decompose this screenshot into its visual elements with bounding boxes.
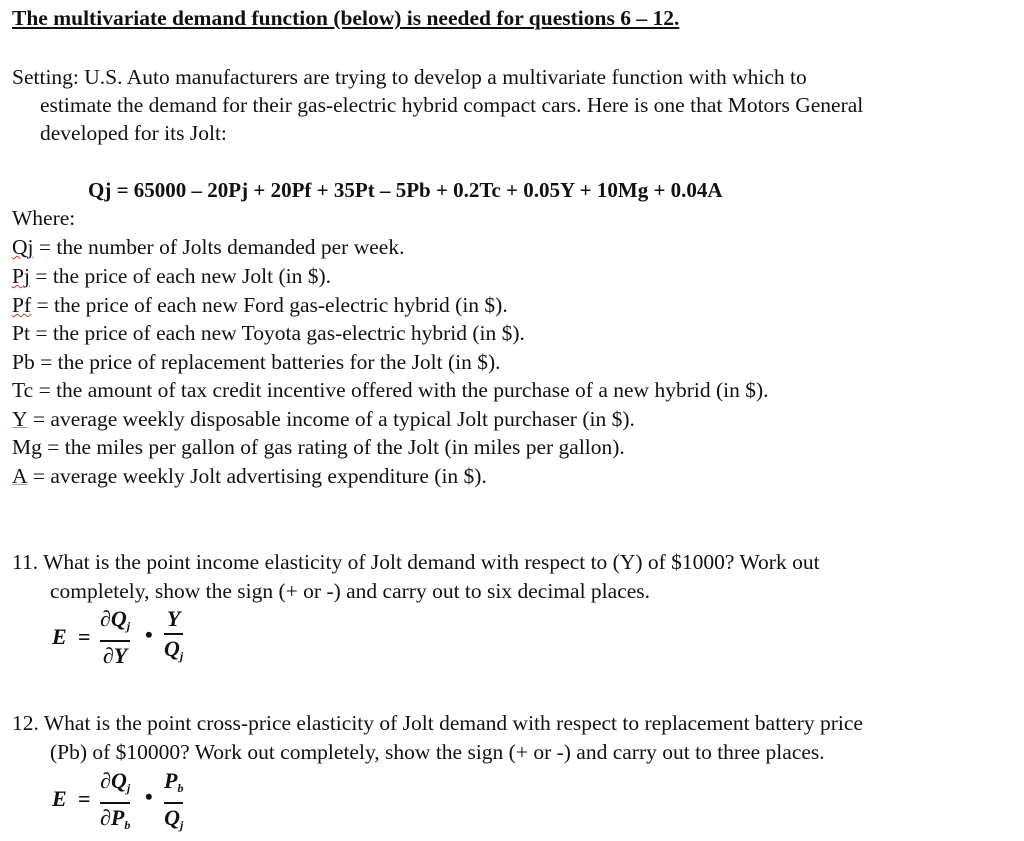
definition-text: = average weekly disposable income of a typical Jolt purchaser (in $). — [27, 407, 635, 431]
definition-symbol: Pj — [12, 264, 30, 288]
denominator: $Q_j$ — [164, 804, 184, 832]
formula-e-label: E — [52, 786, 67, 811]
multiply-dot: • — [145, 784, 153, 809]
where-label: Where: — [12, 206, 76, 230]
numerator: Y — [166, 606, 181, 631]
setting-line-2: estimate the demand for their gas-electric hybrid compact cars. Here is one that Motors General — [40, 93, 864, 117]
formula-equals: = — [78, 624, 91, 649]
definition-pb — [12, 348, 501, 376]
denominator: $\partial P_b$ — [100, 804, 131, 832]
definition-qj — [12, 233, 404, 261]
demand-equation: Qj = 65000 – 20Pj + 20Pf + 35Pt – 5Pb + 0.2Tc + 0.05Y + 10Mg + 0.04A — [88, 178, 723, 202]
definition-pt — [12, 319, 525, 347]
fraction-dq-dy — [100, 606, 130, 669]
formula-e-label: E — [52, 624, 67, 649]
fraction-bar — [164, 802, 183, 804]
page-heading: The multivariate demand function (below) is needed for questions 6 – 12. — [12, 6, 680, 30]
numerator: $\partial Q_j$ — [100, 768, 131, 795]
multiply-dot: • — [145, 622, 153, 647]
definition-text: = the price of replacement batteries for the Jolt (in $). — [34, 350, 501, 374]
definition-mg — [12, 433, 625, 461]
denominator: ∂Y — [102, 642, 128, 668]
definition-text: = the amount of tax credit incentive offered with the purchase of a new hybrid (in $). — [33, 378, 769, 402]
definition-tc — [12, 376, 769, 404]
definition-symbol: Pf — [12, 293, 32, 317]
definition-symbol: Tc — [12, 378, 34, 402]
definition-text: = the number of Jolts demanded per week. — [33, 235, 405, 259]
setting-line-1: Setting: U.S. Auto manufacturers are trying to develop a multivariate function with which to — [12, 65, 807, 89]
definition-text: = average weekly Jolt advertising expenditure (in $). — [27, 464, 487, 488]
definition-text: = the price of each new Jolt (in $). — [29, 264, 332, 288]
definition-pj — [12, 262, 331, 290]
question-11-line-2: completely, show the sign (+ or -) and carry out to six decimal places. — [50, 579, 651, 603]
numerator: $\partial Q_j$ — [100, 606, 131, 633]
numerator: $P_b$ — [164, 768, 184, 795]
definition-symbol: A — [12, 464, 28, 488]
fraction-dq-dpb — [100, 768, 130, 838]
definition-text: = the price of each new Toyota gas-electric hybrid (in $). — [29, 321, 525, 345]
fraction-y-q — [164, 606, 183, 669]
definition-symbol: Qj — [12, 235, 34, 259]
fraction-bar — [100, 802, 130, 804]
definition-text: = the miles per gallon of gas rating of the Jolt (in miles per gallon). — [41, 435, 625, 459]
definition-y — [12, 405, 635, 433]
fraction-bar — [164, 633, 183, 635]
definition-symbol: Pb — [12, 350, 35, 374]
question-11-line-1: 11. What is the point income elasticity of Jolt demand with respect to (Y) of $1000? Work out — [12, 550, 820, 574]
definition-text: = the price of each new Ford gas-electric hybrid (in $). — [31, 293, 508, 317]
definition-a — [12, 462, 487, 490]
definition-symbol: Pt — [12, 321, 30, 345]
definition-symbol: Mg — [12, 435, 42, 459]
denominator: $Q_j$ — [164, 635, 184, 663]
question-12-line-2: (Pb) of $10000? Work out completely, show the sign (+ or -) and carry out to three places. — [50, 740, 825, 764]
definition-symbol: Y — [12, 407, 28, 431]
fraction-pb-q — [164, 768, 183, 838]
setting-line-3: developed for its Jolt: — [40, 121, 227, 145]
question-12-line-1: 12. What is the point cross-price elasticity of Jolt demand with respect to replacement battery price — [12, 711, 863, 735]
formula-equals: = — [78, 786, 91, 811]
fraction-bar — [100, 640, 130, 642]
definition-pf — [12, 291, 508, 319]
